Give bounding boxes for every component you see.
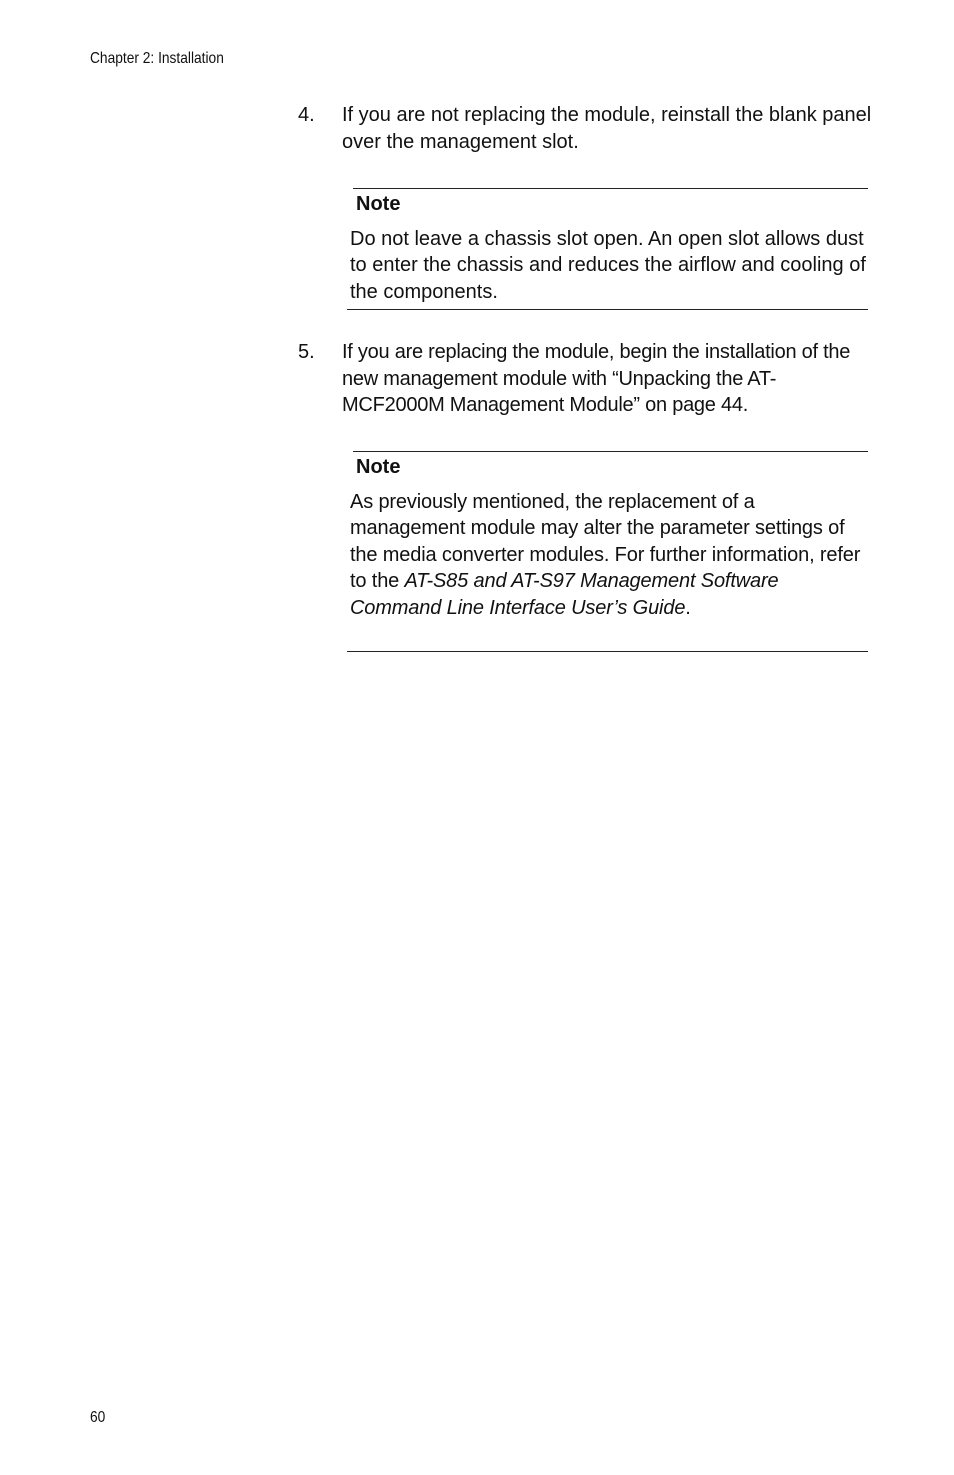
- step-text: If you are replacing the module, begin the installation of the new management module with “Unpacking the AT-MCF2000M Management Module” on page 44.: [342, 341, 851, 416]
- note-body: [350, 489, 870, 621]
- step-number: 4.: [298, 104, 315, 126]
- note-body-text: As previously mentioned, the replacement of a management module may alter the parameter settings of the media converter modules. For further information, refer to the: [350, 491, 861, 593]
- note-bottom-rule: [347, 309, 868, 310]
- note-title: Note: [356, 456, 401, 478]
- note-body: Do not leave a chassis slot open. An open slot allows dust to enter the chassis and reduces the airflow and cooling of the components.: [350, 228, 866, 303]
- note-bottom-rule: [347, 651, 868, 652]
- note-box: [347, 188, 868, 310]
- running-header: Chapter 2: Installation: [90, 50, 224, 67]
- note-body-end: .: [685, 596, 691, 619]
- step-number: 5.: [298, 341, 315, 363]
- step-4: [298, 102, 878, 155]
- page-number: 60: [90, 1409, 106, 1426]
- note-top-rule: [353, 188, 868, 189]
- note-top-rule: [353, 451, 868, 452]
- step-5: [298, 339, 878, 419]
- step-text: If you are not replacing the module, reinstall the blank panel over the management slot.: [342, 104, 872, 153]
- guide-title-reference: AT-S85 and AT-S97 Management Software Command Line Interface User’s Guide: [350, 570, 779, 619]
- note-title: Note: [356, 193, 401, 215]
- note-box: [347, 451, 868, 652]
